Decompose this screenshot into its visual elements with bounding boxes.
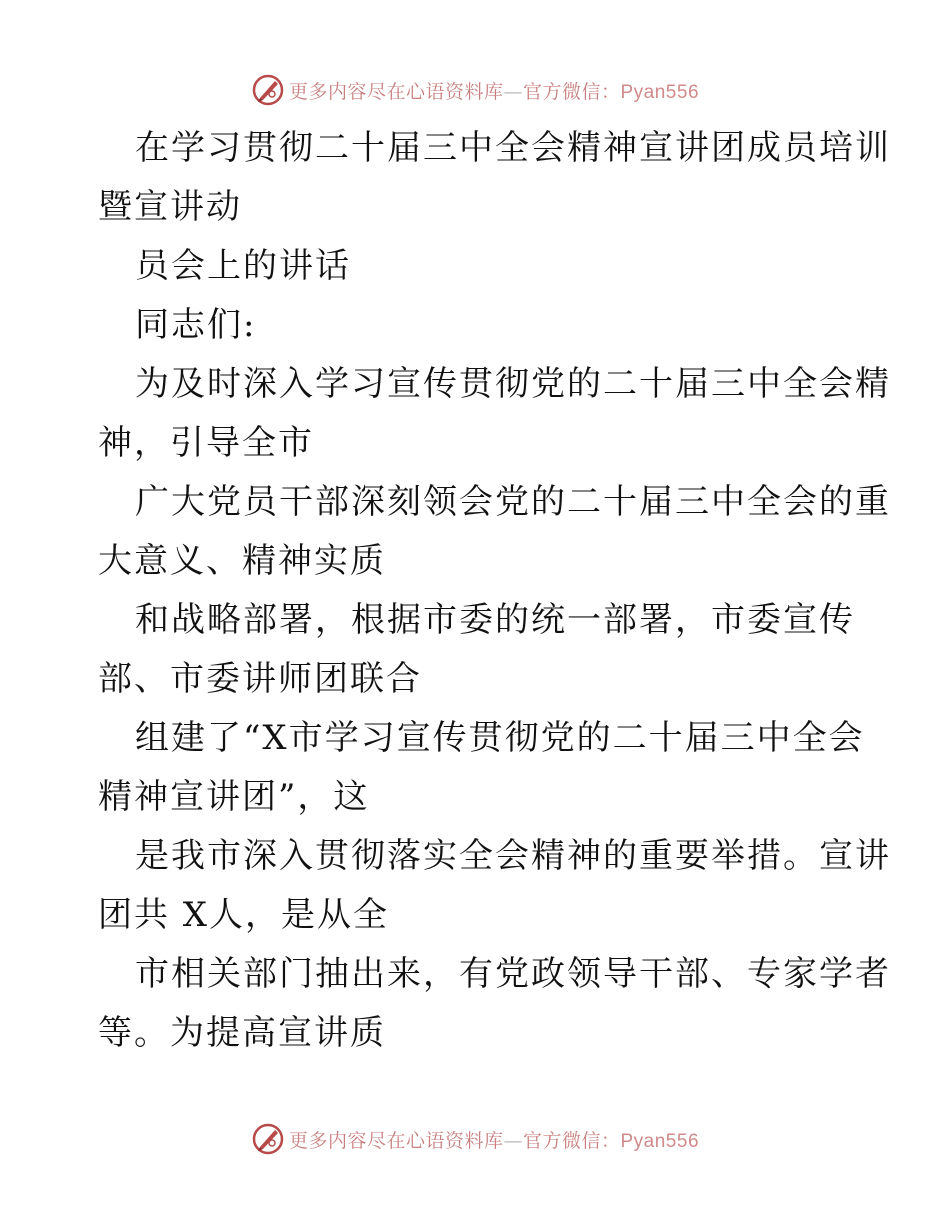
- text-line: 组建了“X市学习宣传贯彻党的二十届三中全会: [135, 718, 865, 758]
- footer-wechat-id: Pyan556: [620, 1130, 700, 1152]
- header-site-text: 更多内容尽在心语资料库: [288, 80, 504, 103]
- text-line: 在学习贯彻二十届三中全会精神宣讲团成员培训: [135, 128, 891, 168]
- title-continuation-paragraph: [98, 237, 858, 296]
- footer-wechat-label: 官方微信：: [522, 1129, 621, 1152]
- header-separator: —: [503, 80, 523, 103]
- text-line: 和战略部署，根据市委的统一部署，市委宣传: [135, 600, 855, 640]
- salutation-paragraph: [98, 296, 858, 355]
- document-body: [98, 119, 891, 1063]
- footer-banner-text: [289, 1126, 699, 1153]
- body-paragraph: [98, 591, 858, 709]
- text-line: 广大党员干部深刻领会党的二十届三中全会的重: [135, 482, 891, 522]
- header-banner-text: [289, 77, 699, 104]
- text-line: 是我市深入贯彻落实全会精神的重要举措。宣讲: [135, 836, 891, 876]
- quill-pen-logo-icon: [251, 1122, 285, 1156]
- text-line: 员会上的讲话: [135, 246, 351, 286]
- footer-site-text: 更多内容尽在心语资料库: [288, 1129, 504, 1152]
- text-line: 为及时深入学习宣传贯彻党的二十届三中全会精: [135, 364, 891, 404]
- body-paragraph: [98, 355, 891, 473]
- footer-watermark-banner: [0, 1119, 950, 1159]
- title-paragraph: [98, 119, 891, 237]
- text-line: 精神宣讲团”，这: [98, 777, 370, 817]
- body-paragraph: [98, 945, 891, 1063]
- text-line: 大意义、精神实质: [98, 541, 386, 581]
- body-paragraph: [98, 709, 865, 827]
- body-paragraph: [98, 827, 891, 945]
- header-wechat-id: Pyan556: [620, 81, 700, 103]
- header-wechat-label: 官方微信：: [522, 80, 621, 103]
- text-line: 等。为提高宣讲质: [98, 1013, 386, 1053]
- footer-separator: —: [503, 1129, 523, 1152]
- header-watermark-banner: [0, 70, 950, 110]
- text-line: 神，引导全市: [98, 423, 314, 463]
- text-line: 同志们:: [135, 305, 257, 345]
- text-line: 市相关部门抽出来，有党政领导干部、专家学者: [135, 954, 891, 994]
- quill-pen-logo-icon: [251, 73, 285, 107]
- text-line: 团共 X人，是从全: [98, 895, 390, 935]
- text-line: 暨宣讲动: [98, 187, 242, 227]
- text-line: 部、市委讲师团联合: [98, 659, 422, 699]
- body-paragraph: [98, 473, 891, 591]
